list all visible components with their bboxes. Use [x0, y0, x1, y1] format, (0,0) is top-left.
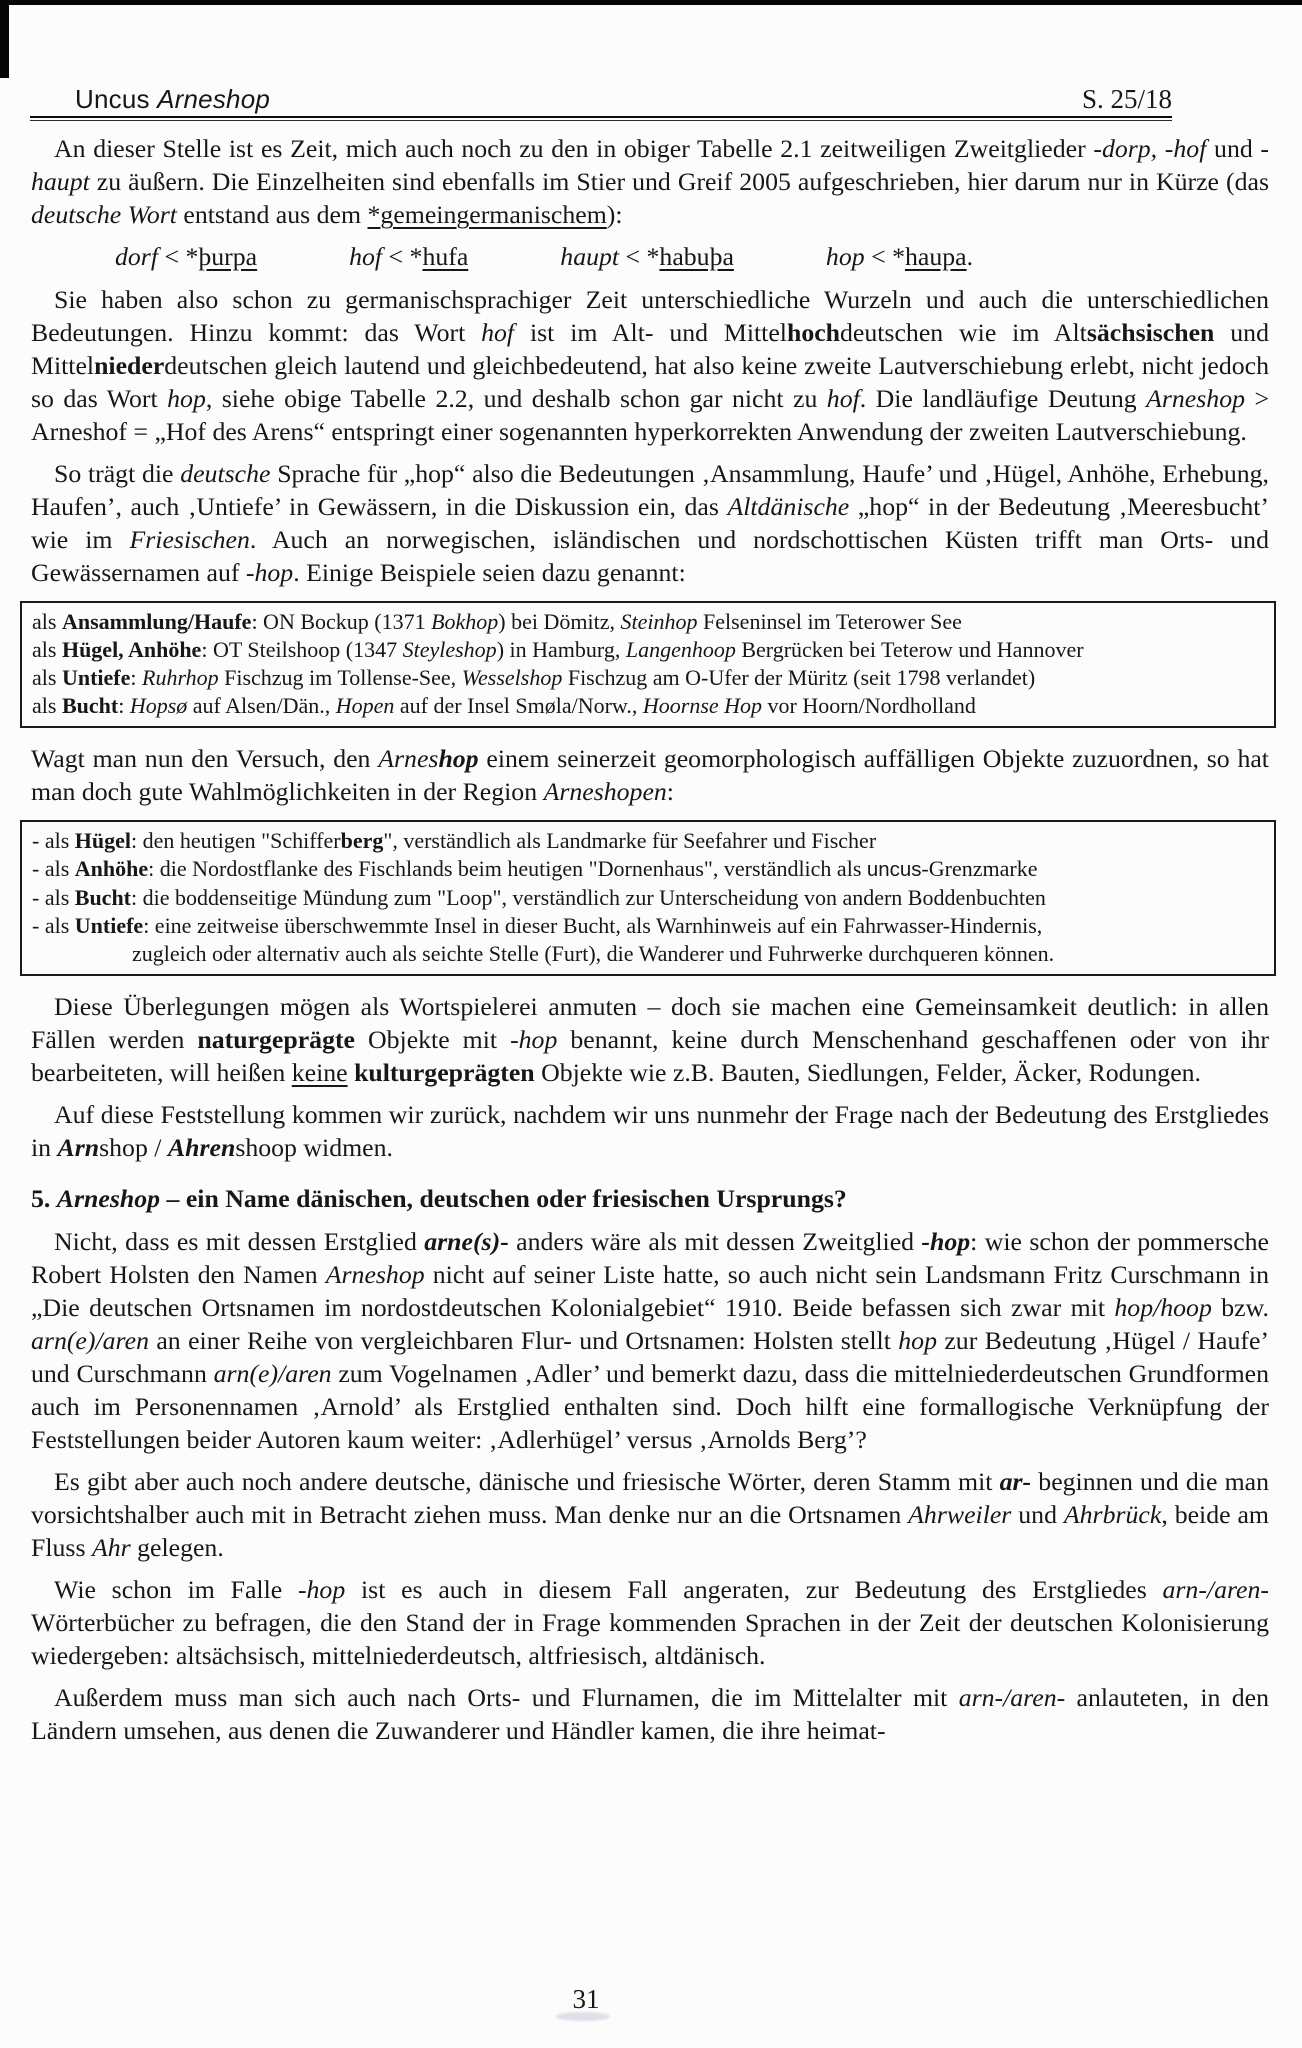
paragraph-andere-woerter	[31, 1465, 1269, 1564]
text-run: Hügel, Anhöhe	[61, 637, 202, 662]
text-run: -haupt	[31, 134, 1270, 196]
text-run: nieder	[94, 351, 165, 380]
text-run: : den heutigen "Schiffer	[131, 828, 341, 853]
text-run: bzw.	[1211, 1293, 1270, 1322]
text-run: Bucht	[61, 693, 119, 718]
text-run: . Einige Beispiele seien dazu genannt:	[293, 558, 686, 587]
text-run: shoop widmen.	[235, 1133, 393, 1162]
text-run: So trägt die	[54, 459, 181, 488]
text-run: an einer Reihe von vergleichbaren Flur- und Ortsnamen: Holsten stellt	[148, 1326, 899, 1355]
paragraph-erstglied-arnes	[31, 1225, 1269, 1456]
text-run: *gemeingermanischem	[367, 200, 607, 229]
text-run: haupa	[904, 242, 967, 271]
text-run: hof	[349, 242, 383, 271]
text-run: . Die landläufige Deutung	[859, 384, 1147, 413]
text-run: þurpa	[198, 242, 258, 271]
text-run: hop	[898, 1326, 937, 1355]
text-run: Bergrücken bei Teterow und Hannover	[735, 637, 1084, 662]
text-run: Ahr	[91, 1533, 131, 1562]
text-run: Altdänische	[727, 492, 850, 521]
text-run: auf der Insel Smøla/Norw.,	[394, 693, 643, 718]
running-header-title	[30, 84, 270, 115]
text-run: Außerdem muss man sich auch nach Orts- und Flurnamen, die im Mittelalter mit	[54, 1683, 959, 1712]
formula-item-hof	[349, 240, 468, 273]
text-run: habuþa	[659, 242, 734, 271]
text-run: – ein Name dänischen, deutschen oder friesischen Ursprungs?	[160, 1184, 847, 1213]
text-run: < *	[382, 242, 423, 271]
text-run: Felseninsel im Teterower See	[697, 609, 962, 634]
text-run: gelegen.	[130, 1533, 224, 1562]
text-run: hof	[826, 384, 860, 413]
text-run: Bucht	[74, 885, 132, 910]
text-run: . Auch an norwegischen, isländischen und nordschottischen Küsten trifft man Orts- und Gewässernamen auf	[31, 525, 1269, 587]
text-run: und	[1206, 134, 1261, 163]
text-run: Arneshop	[56, 1184, 161, 1213]
paragraph-orts-flurnamen	[31, 1681, 1269, 1747]
text-run: : ON Bockup (1371	[251, 609, 432, 634]
text-run: einem seinerzeit geomorphologisch auffälligen Objekte zuzuordnen, so hat man doch gute Wahlmöglichkeiten in der Region	[31, 744, 1269, 806]
box-line-bucht	[32, 692, 1264, 720]
box-line-untiefe	[32, 664, 1264, 692]
text-run: - als	[32, 828, 75, 853]
text-run: sächsischen	[1086, 318, 1215, 347]
text-run: -Grenzmarke	[921, 856, 1038, 881]
text-run: zum Vogelnamen ‚Adler’ und bemerkt dazu, dass die mittelniederdeutschen Grundformen auch im Personennamen ‚Arnold’ als Erstglied enthalten sind. Doch hilft eine formallogische Verknüpfung der Feststellungen beider Autoren kaum weiter: ‚Adlerhügel’ versus ‚Arnolds Berg’?	[31, 1359, 1269, 1454]
text-run: Ahrbrück	[1063, 1500, 1162, 1529]
text-run: -dorp, -hof	[1093, 134, 1207, 163]
text-run: „hop“ in der Bedeutung ‚Meeresbucht’ wie im	[31, 492, 1269, 554]
text-run: haupt	[560, 242, 620, 271]
text-run: arn-/aren-	[1162, 1575, 1269, 1604]
text-run: -hop	[510, 1025, 558, 1054]
text-run: arn-/aren-	[958, 1683, 1066, 1712]
text-run: anlauteten, in den Ländern umsehen, aus denen die Zuwanderer und Händler kamen, die ihre heimat-	[31, 1683, 1269, 1745]
text-run: < *	[158, 242, 199, 271]
scan-smudge-artifact	[556, 2012, 610, 2021]
text-run: Wagt man nun den Versuch, den	[31, 744, 379, 773]
text-run: deutschen wie im Alt	[840, 318, 1087, 347]
formula-item-hop	[826, 240, 973, 273]
text-run: , beide am Fluss	[31, 1500, 1269, 1562]
text-run: An dieser Stelle ist es Zeit, mich auch noch zu den in obiger Tabelle 2.1 zeitweiligen Zweitglieder	[54, 134, 1094, 163]
paragraph-naturgepraegte	[31, 990, 1269, 1089]
text-run: zugleich oder alternativ auch als seichte Stelle (Furt), die Wanderer und Fuhrwerke durchqueren können.	[132, 941, 1055, 966]
text-run: Ruhrhop	[142, 665, 219, 690]
text-run: benannt, keine durch Menschenhand geschaffenen oder von ihr bearbeiteten, will heißen	[31, 1025, 1269, 1087]
box-line-als-anhoehe	[32, 855, 1264, 884]
paragraph-woerterbuecher	[31, 1573, 1269, 1672]
box-line-als-bucht	[32, 884, 1264, 912]
text-run: Wie schon im Falle	[54, 1575, 298, 1604]
text-run: < *	[864, 242, 905, 271]
text-run: Arneshopen	[543, 777, 667, 806]
text-run: : OT Steilshoop (1347	[201, 637, 403, 662]
text-run: Sprache für „hop“ also die Bedeutungen ‚Ansammlung, Haufe’ und ‚Hügel, Anhöhe, Erhebung, Haufen’, auch ‚Untiefe’ in Gewässern, in die Diskussion ein, das	[31, 459, 1270, 521]
running-header-page-ref: S. 25/18	[1081, 84, 1172, 114]
text-run: und	[1011, 1500, 1064, 1529]
text-run: - als	[32, 856, 75, 881]
text-run: -hop	[245, 558, 294, 587]
text-run: Objekte wie z.B. Bauten, Siedlungen, Felder, Äcker, Rodungen.	[534, 1058, 1202, 1087]
text-run: und Mittel	[31, 318, 1269, 380]
text-run: ", verständlich als Landmarke für Seefahrer und Fischer	[383, 828, 877, 853]
text-run: deutsche	[180, 459, 271, 488]
text-run: als	[32, 609, 62, 634]
paragraph-wurzeln-bedeutungen	[31, 283, 1269, 448]
page-number: 31	[572, 1984, 600, 2014]
text-run: : die Nordostflanke des Fischlands beim heutigen "Dornenhaus", verständlich als	[148, 856, 867, 881]
text-run: shop /	[99, 1133, 168, 1162]
paragraph-hop-bedeutungen	[31, 457, 1269, 589]
running-header	[30, 84, 1172, 115]
text-run: Diese Überlegungen mögen als Wortspielerei anmuten – doch sie machen eine Gemeinsamkeit deutlich: in allen Fällen werden	[31, 992, 1269, 1054]
text-run: Wesselshop	[461, 665, 563, 690]
document-body	[31, 132, 1269, 1756]
text-run: hoch	[786, 318, 841, 347]
text-run: Hügel	[74, 828, 131, 853]
text-run: vor Hoorn/Nordholland	[762, 693, 976, 718]
text-run: Arnes	[378, 744, 439, 773]
text-run: berg	[340, 828, 384, 853]
paragraph-zweitglieder	[31, 132, 1269, 231]
text-run: ar-	[999, 1467, 1032, 1496]
text-run: hof	[481, 318, 515, 347]
text-run: zu äußern. Die Einzelheiten sind ebenfalls im Stier und Greif 2005 aufgeschrieben, hier darum nur in Kürze (das	[89, 167, 1269, 196]
text-run: Arn	[57, 1133, 100, 1162]
text-run: Hopen	[335, 693, 395, 718]
text-run: ) bei Dömitz,	[498, 609, 621, 634]
text-run: 5.	[31, 1184, 57, 1213]
text-run: nicht auf seiner Liste hatte, so auch nicht sein Landsmann Fritz Curschmann in „Die deutschen Ortsnamen im nordostdeutschen Kolonialgebiet“ 1910. Beide befassen sich zwar mit	[31, 1260, 1269, 1322]
text-run: ) in Hamburg,	[496, 637, 626, 662]
text-run: > Arneshof = „Hof des Arens“ entspringt einer sogenannten hyperkorrekten Anwendung der zweiten Lautverschiebung.	[31, 384, 1269, 446]
scan-edge-artifact-left	[0, 0, 9, 78]
text-run: arne(s)-	[424, 1227, 509, 1256]
text-run: Objekte mit	[355, 1025, 511, 1054]
text-run: :	[118, 693, 130, 718]
text-run: hop/hoop	[1114, 1293, 1212, 1322]
text-run: Friesischen	[129, 525, 250, 554]
text-run: deutsche Wort	[31, 200, 177, 229]
formula-item-haupt	[560, 240, 734, 273]
text-run: Auf diese Feststellung kommen wir zurück, nachdem wir uns nunmehr der Frage nach der Bedeutung des Erstgliedes in	[31, 1100, 1269, 1162]
text-run: Arneshop	[1146, 384, 1245, 413]
text-run: dorf	[115, 242, 159, 271]
text-run: naturgeprägte	[197, 1025, 356, 1054]
box-line-als-huegel	[32, 827, 1264, 855]
text-run: : die boddenseitige Mündung zum "Loop", verständlich zur Unterscheidung von andern Boddenbuchten	[131, 885, 1046, 910]
text-run: Steyleshop	[402, 637, 497, 662]
scan-edge-artifact-top	[0, 0, 1302, 5]
text-run: - als	[32, 913, 75, 938]
text-run: - als	[32, 885, 75, 910]
text-run: , siehe obige Tabelle 2.2, und deshalb schon gar nicht zu	[205, 384, 827, 413]
box-line-als-untiefe	[32, 912, 1264, 940]
text-run: Sie haben also schon zu germanischsprachiger Zeit unterschiedliche Wurzeln und auch die unterschiedlichen Bedeutungen. Hinzu kommt: das Wort	[31, 285, 1269, 347]
text-run: Untiefe	[61, 665, 131, 690]
text-run: -hop	[921, 1227, 971, 1256]
text-run: ):	[606, 200, 623, 229]
text-run: :	[130, 665, 142, 690]
text-run: keine	[291, 1058, 348, 1087]
paragraph-feststellung	[31, 1098, 1269, 1164]
text-run: Fischzug im Tollense-See,	[218, 665, 462, 690]
text-run: deutschen gleich lautend und gleichbedeutend, hat also keine zweite Lautverschiebung erlebt, nicht jedoch so das Wort	[31, 351, 1269, 413]
text-run: Arneshop	[157, 84, 271, 114]
text-run: : eine zeitweise überschwemmte Insel in dieser Bucht, als Warnhinweis auf ein Fahrwasser-Hindernis,	[143, 913, 1043, 938]
text-run: anders wäre als mit dessen Zweitglied	[508, 1227, 922, 1256]
text-run: Wörterbücher zu befragen, die den Stand der in Frage kommenden Sprachen in der Zeit der deutschen Kolonisierung wiedergeben: altsächsisch, mittelniederdeutsch, altfriesisch, altdänisch.	[31, 1608, 1269, 1670]
text-run: kulturgeprägten	[354, 1058, 535, 1087]
text-run: Es gibt aber auch noch andere deutsche, dänische und friesische Wörter, deren Stamm mit	[54, 1467, 1000, 1496]
header-rule	[30, 116, 1172, 121]
text-run: Untiefe	[74, 913, 144, 938]
etymology-formula-line	[31, 240, 1269, 273]
text-run: hufa	[422, 242, 469, 271]
text-run: hop	[825, 242, 865, 271]
text-run: hop	[438, 744, 479, 773]
box-line-als-untiefe-fortsetzung	[32, 940, 1264, 968]
text-run: zur Bedeutung ‚Hügel / Haufe’ und Curschmann	[31, 1326, 1269, 1388]
text-run: hop	[167, 384, 206, 413]
formula-item-dorf	[115, 240, 257, 273]
text-run: Ansammlung/Haufe	[61, 609, 252, 634]
text-run: arn(e)/aren	[213, 1359, 332, 1388]
box-line-ansammlung	[32, 608, 1264, 636]
box-line-huegel	[32, 636, 1264, 664]
text-run: als	[32, 665, 62, 690]
text-run: Hopsø	[129, 693, 188, 718]
text-run: Anhöhe	[74, 856, 149, 881]
text-run: entstand aus dem	[176, 200, 368, 229]
text-run: ist im Alt- und Mittel	[514, 318, 787, 347]
text-run: : wie schon der pommersche Robert Holsten den Namen	[31, 1227, 1270, 1289]
paragraph-wagt-versuch	[31, 742, 1269, 808]
text-run: Hoornse Hop	[642, 693, 763, 718]
section-heading-5	[31, 1182, 1269, 1215]
text-run: Uncus	[75, 84, 158, 114]
text-run: Steinhop	[620, 609, 698, 634]
text-run: als	[32, 693, 62, 718]
text-run: als	[32, 637, 62, 662]
text-run: Arneshop	[325, 1260, 425, 1289]
examples-box-hop-namen	[20, 601, 1276, 728]
text-run: Bokhop	[431, 609, 499, 634]
options-box-arneshop	[20, 820, 1276, 976]
text-run: Ahrweiler	[908, 1500, 1012, 1529]
text-run: beginnen und die man vorsichtshalber auch mit in Betracht ziehen muss. Man denke nur an die Ortsnamen	[31, 1467, 1270, 1529]
text-run: arn(e)/aren	[31, 1326, 149, 1355]
text-run: :	[666, 777, 674, 806]
text-run: auf Alsen/Dän.,	[187, 693, 336, 718]
text-run: < *	[619, 242, 660, 271]
text-run: Ahren	[167, 1133, 236, 1162]
text-run: .	[966, 242, 974, 271]
text-run: Nicht, dass es mit dessen Erstglied	[54, 1227, 425, 1256]
text-run: Langenhoop	[625, 637, 736, 662]
text-run: -hop	[297, 1575, 346, 1604]
text-run: uncus	[866, 858, 922, 881]
text-run: Fischzug am O-Ufer der Müritz (seit 1798 verlandet)	[562, 665, 1036, 690]
text-run: ist es auch in diesem Fall angeraten, zur Bedeutung des Erstgliedes	[345, 1575, 1163, 1604]
